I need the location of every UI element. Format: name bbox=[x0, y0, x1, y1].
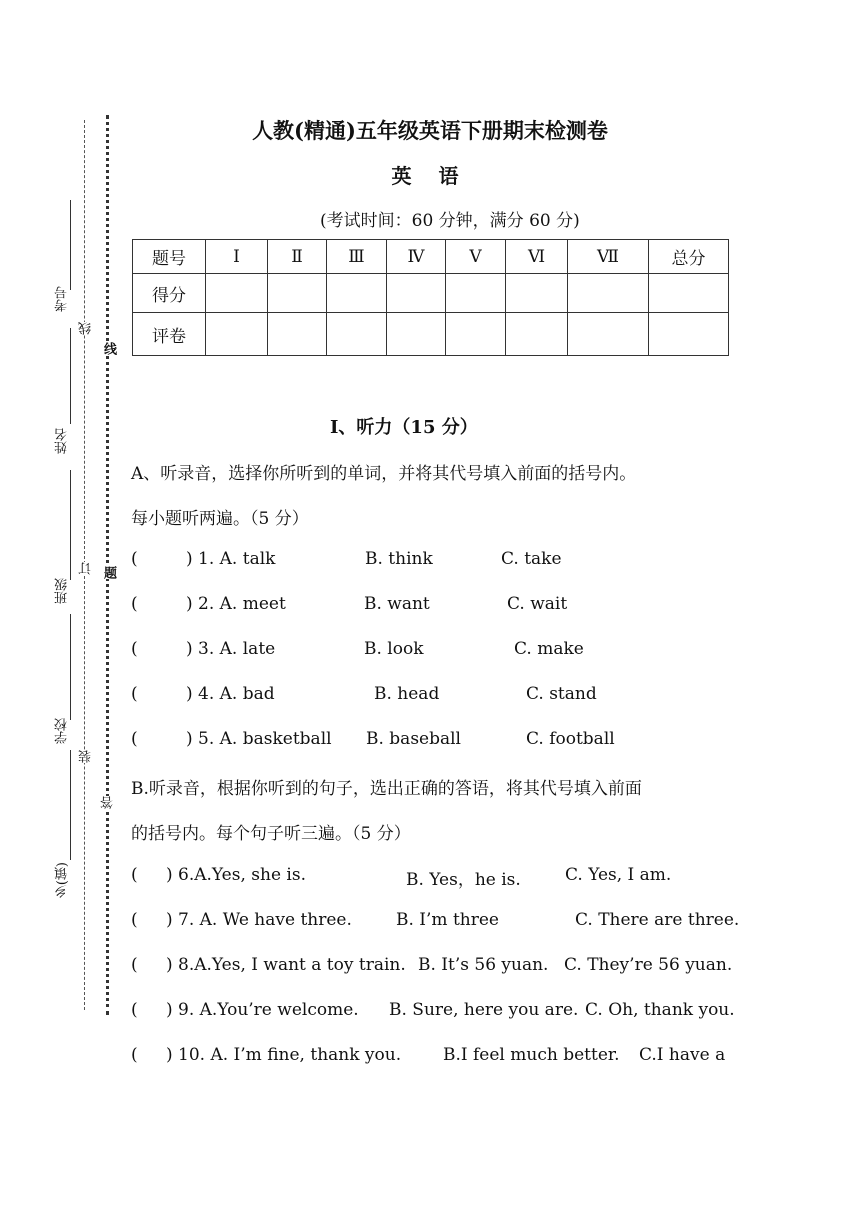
table-header-cell: Ⅵ bbox=[506, 240, 568, 274]
school-blank bbox=[70, 614, 71, 720]
score-cell[interactable] bbox=[506, 274, 568, 313]
option-c: C. They’re 56 yuan. bbox=[564, 955, 733, 975]
binding-dotted-line bbox=[106, 115, 109, 1015]
score-cell[interactable] bbox=[568, 274, 649, 313]
question-item bbox=[131, 639, 731, 663]
option-b: B. Yes，he is. bbox=[406, 870, 521, 890]
page-title: 人教(精通)五年级英语下册期末检测卷 bbox=[252, 118, 608, 143]
option-c: C. football bbox=[526, 729, 615, 749]
town-label: 乡(镇) bbox=[55, 862, 70, 899]
question-item bbox=[131, 955, 731, 979]
answer-bracket[interactable]: ( bbox=[131, 865, 138, 885]
table-header-cell: Ⅳ bbox=[387, 240, 446, 274]
mark-xian: 线 bbox=[79, 322, 94, 335]
answer-bracket[interactable]: ( bbox=[131, 955, 138, 975]
name-blank bbox=[70, 328, 71, 424]
table-header-cell: Ⅱ bbox=[268, 240, 327, 274]
option-b: B. look bbox=[364, 639, 424, 659]
exam-info: (考试时间：60 分钟，满分 60 分) bbox=[320, 211, 580, 231]
question-item bbox=[131, 594, 731, 618]
town-blank bbox=[70, 750, 71, 860]
mark-da: 答 bbox=[101, 796, 116, 809]
grader-cell[interactable] bbox=[206, 313, 268, 356]
subject-title: 英 语 bbox=[391, 164, 469, 188]
table-header-cell: 题号 bbox=[133, 240, 206, 274]
option-b: B. baseball bbox=[366, 729, 461, 749]
option-a: ) 8.A.Yes, I want a toy train. bbox=[166, 955, 406, 975]
option-a: ) 1. A. talk bbox=[186, 549, 276, 569]
option-b: B. Sure, here you are. bbox=[389, 1000, 579, 1020]
score-cell[interactable] bbox=[649, 274, 729, 313]
answer-bracket[interactable]: ( bbox=[131, 594, 138, 614]
question-item bbox=[131, 729, 731, 753]
answer-bracket[interactable]: ( bbox=[131, 1000, 138, 1020]
section-title: Ⅰ、听力（15 分） bbox=[330, 417, 478, 438]
table-header-cell: Ⅰ bbox=[206, 240, 268, 274]
option-a: ) 4. A. bad bbox=[186, 684, 275, 704]
option-c: C. There are three. bbox=[575, 910, 740, 930]
score-cell[interactable] bbox=[387, 274, 446, 313]
option-b: B. head bbox=[374, 684, 440, 704]
score-row bbox=[133, 274, 729, 313]
grader-cell[interactable] bbox=[268, 313, 327, 356]
question-item bbox=[131, 549, 731, 573]
table-header-cell: Ⅶ bbox=[568, 240, 649, 274]
exam-no-blank bbox=[70, 200, 71, 290]
answer-bracket[interactable]: ( bbox=[131, 639, 138, 659]
option-b: B. want bbox=[364, 594, 430, 614]
grader-cell[interactable] bbox=[387, 313, 446, 356]
row-label: 评卷 bbox=[133, 313, 206, 356]
score-cell[interactable] bbox=[206, 274, 268, 313]
answer-bracket[interactable]: ( bbox=[131, 910, 138, 930]
option-a: ) 5. A. basketball bbox=[186, 729, 332, 749]
option-a: ) 9. A.You’re welcome. bbox=[166, 1000, 359, 1020]
option-a: ) 10. A. I’m fine, thank you. bbox=[166, 1045, 402, 1065]
mark-ti: 题 bbox=[101, 566, 116, 579]
option-b: B.I feel much better. bbox=[443, 1045, 620, 1065]
school-label: 学校 bbox=[55, 718, 70, 744]
option-c: C. Yes, I am. bbox=[565, 865, 672, 885]
grader-cell[interactable] bbox=[506, 313, 568, 356]
option-c: C.I have a bbox=[639, 1045, 726, 1065]
answer-bracket[interactable]: ( bbox=[131, 1045, 138, 1065]
part-b-instruction-1: B.听录音，根据你听到的句子，选出正确的答语，将其代号填入前面 bbox=[131, 779, 642, 799]
score-cell[interactable] bbox=[446, 274, 506, 313]
answer-bracket[interactable]: ( bbox=[131, 729, 138, 749]
table-header-cell: 总分 bbox=[649, 240, 729, 274]
question-item bbox=[131, 684, 731, 708]
mark-zhuang: 装 bbox=[79, 750, 94, 763]
option-a: ) 3. A. late bbox=[186, 639, 276, 659]
score-table-header-row bbox=[133, 240, 729, 274]
exam-no-label: 考号 bbox=[55, 286, 70, 312]
question-item bbox=[131, 865, 731, 889]
row-label: 得分 bbox=[133, 274, 206, 313]
grader-cell[interactable] bbox=[649, 313, 729, 356]
name-label: 姓名 bbox=[55, 428, 70, 454]
option-b: B. think bbox=[365, 549, 433, 569]
question-item bbox=[131, 1000, 735, 1024]
class-label: 班级 bbox=[55, 578, 70, 604]
mark-xian2: 线 bbox=[101, 342, 116, 355]
part-a-instruction-1: A、听录音，选择你所听到的单词，并将其代号填入前面的括号内。 bbox=[131, 464, 637, 484]
score-cell[interactable] bbox=[268, 274, 327, 313]
part-a-instruction-2: 每小题听两遍。（5 分） bbox=[131, 509, 309, 529]
grader-row bbox=[133, 313, 729, 356]
grader-cell[interactable] bbox=[568, 313, 649, 356]
option-c: C. stand bbox=[526, 684, 597, 704]
question-item bbox=[131, 910, 740, 934]
option-c: C. make bbox=[514, 639, 584, 659]
grader-cell[interactable] bbox=[446, 313, 506, 356]
option-a: ) 2. A. meet bbox=[186, 594, 286, 614]
option-c: C. Oh, thank you. bbox=[585, 1000, 735, 1020]
option-b: B. It’s 56 yuan. bbox=[418, 955, 549, 975]
grader-cell[interactable] bbox=[327, 313, 387, 356]
table-header-cell: Ⅴ bbox=[446, 240, 506, 274]
mark-ding: 订 bbox=[79, 562, 94, 575]
answer-bracket[interactable]: ( bbox=[131, 684, 138, 704]
option-a: ) 7. A. We have three. bbox=[166, 910, 352, 930]
question-item bbox=[131, 1045, 731, 1069]
table-header-cell: Ⅲ bbox=[327, 240, 387, 274]
class-blank bbox=[70, 470, 71, 580]
option-c: C. wait bbox=[507, 594, 568, 614]
part-b-instruction-2: 的括号内。每个句子听三遍。（5 分） bbox=[131, 824, 411, 844]
score-cell[interactable] bbox=[327, 274, 387, 313]
answer-bracket[interactable]: ( bbox=[131, 549, 138, 569]
option-c: C. take bbox=[501, 549, 562, 569]
score-table bbox=[132, 239, 729, 356]
option-b: B. I’m three bbox=[396, 910, 499, 930]
option-a: ) 6.A.Yes, she is. bbox=[166, 865, 306, 885]
